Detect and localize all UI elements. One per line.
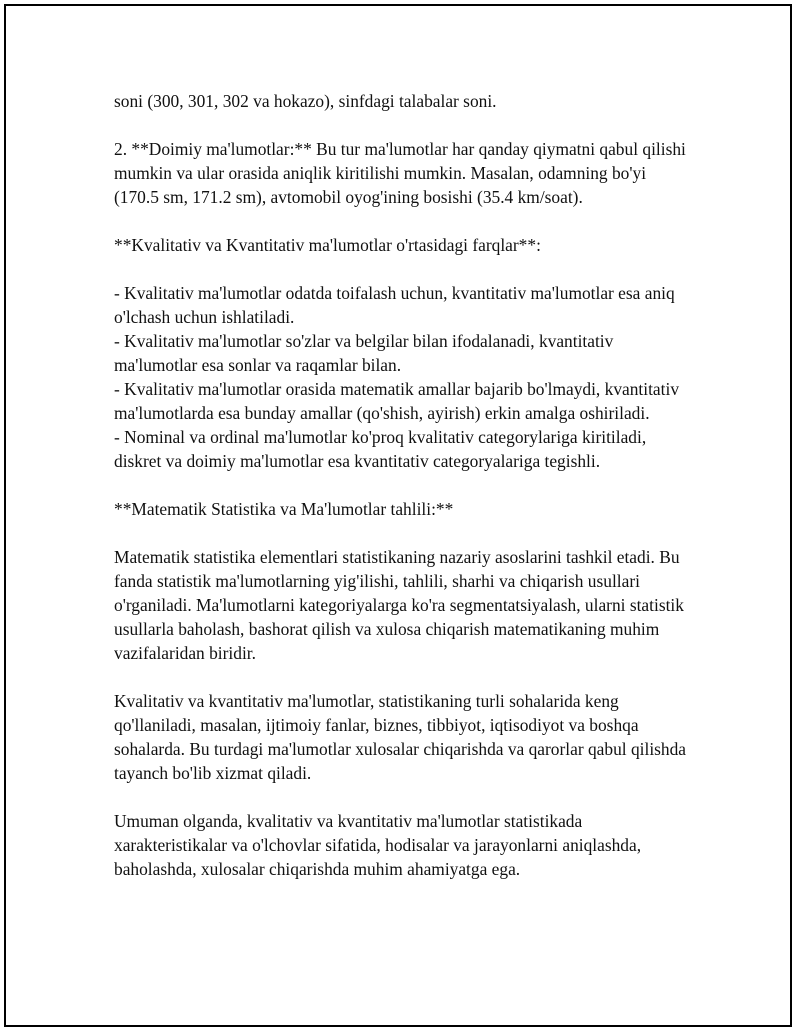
paragraph-applications: Kvalitativ va kvantitativ ma'lumotlar, statistikaning turli sohalarida keng qo'llaniladi, masalan, ijtimoiy fanlar, biznes, tibbiyot, iqtisodiyot va boshqa sohalarda. Bu turdagi ma'lumotlar xulosalar chiqarishda va qarorlar qabul qilishda tayanch bo'lib xizmat qiladi. (114, 691, 687, 783)
difference-item: - Kvalitativ ma'lumotlar so'zlar va belgilar bilan ifodalanadi, kvantitativ ma'lumotlar esa sonlar va raqamlar bilan. (114, 331, 614, 375)
paragraph-discrete-example: soni (300, 301, 302 va hokazo), sinfdagi talabalar soni. (114, 91, 497, 111)
statistics-heading: **Matematik Statistika va Ma'lumotlar tahlili:** (114, 499, 454, 519)
document-body (114, 89, 694, 881)
difference-item: - Kvalitativ ma'lumotlar orasida matematik amallar bajarib bo'lmaydi, kvantitativ ma'lumotlarda esa bunday amallar (qo'shish, ayirish) erkin amalga oshiriladi. (114, 379, 680, 423)
paragraph-math-statistics: Matematik statistika elementlari statistikaning nazariy asoslarini tashkil etadi. Bu fanda statistik ma'lumotlarning yig'ilishi, tahlili, sharhi va chiqarish usullari o'rganiladi. Ma'lumotlarni kategoriyalarga ko'ra segmentatsiyalash, ularni statistik usullarla baholash, bashorat qilish va xulosa chiqarish matematikaning muhim vazifalaridan biridir. (114, 547, 684, 663)
differences-heading: **Kvalitativ va Kvantitativ ma'lumotlar o'rtasidagi farqlar**: (114, 235, 541, 255)
differences-list (114, 281, 694, 473)
paragraph-conclusion: Umuman olganda, kvalitativ va kvantitativ ma'lumotlar statistikada xarakteristikalar va o'lchovlar sifatida, hodisalar va jarayonlarni aniqlashda, baholashda, xulosalar chiqarishda muhim ahamiyatga ega. (114, 811, 642, 879)
paragraph-continuous-data: 2. **Doimiy ma'lumotlar:** Bu tur ma'lumotlar har qanday qiymatni qabul qilishi mumkin va ular orasida aniqlik kiritilishi mumkin. Masalan, odamning bo'yi (170.5 sm, 171.2 sm), avtomobil oyog'ining bosishi (35.4 km/soat). (114, 139, 686, 207)
difference-item: - Nominal va ordinal ma'lumotlar ko'proq kvalitativ categorylariga kiritiladi, diskret va doimiy ma'lumotlar esa kvantitativ categoryalariga tegishli. (114, 427, 647, 471)
difference-item: - Kvalitativ ma'lumotlar odatda toifalash uchun, kvantitativ ma'lumotlar esa aniq o'lchash uchun ishlatiladi. (114, 283, 675, 327)
